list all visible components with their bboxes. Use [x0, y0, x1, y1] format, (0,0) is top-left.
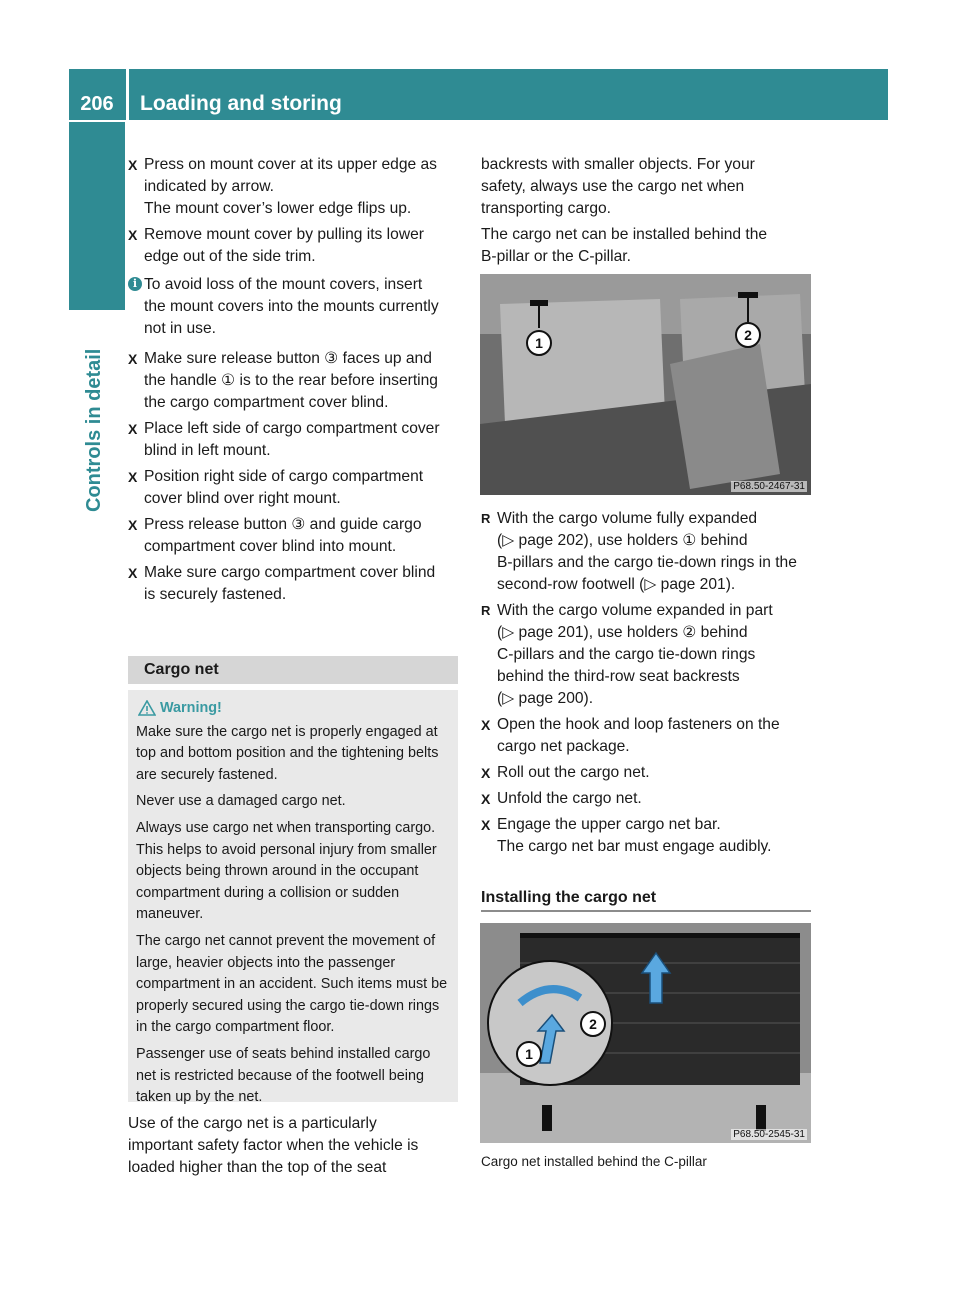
- step-line: cargo net package.: [497, 738, 630, 755]
- step-line: Position right side of cargo compartment: [144, 468, 424, 485]
- body-line: The cargo net can be installed behind the: [481, 226, 768, 243]
- step-marker: X: [128, 517, 138, 533]
- step-line: With the cargo volume fully expanded: [497, 510, 758, 527]
- photo1-illustration: [480, 274, 811, 495]
- body-line: backrests with smaller objects. For your: [481, 156, 755, 173]
- bullet-marker: R: [481, 603, 491, 618]
- warning-paragraph: Make sure the cargo net is properly engaged at top and bottom position and the tightening belts are securely fastened.: [136, 723, 439, 783]
- bullet-marker: R: [481, 511, 491, 526]
- step-line: the handle ① is to the rear before inserting: [144, 372, 438, 389]
- photo2-code: P68.50-2545-31: [733, 1129, 805, 1140]
- side-tab: [69, 312, 125, 512]
- step-line: second-row footwell (▷ page 201).: [497, 576, 736, 593]
- step-line: C-pillars and the cargo tie-down rings: [497, 646, 756, 663]
- right-column: [481, 154, 813, 268]
- body-line: transporting cargo.: [481, 200, 612, 217]
- step-marker: X: [128, 157, 138, 173]
- warning-triangle-icon: [138, 700, 156, 716]
- subheading: Installing the cargo net: [481, 886, 811, 912]
- step-line: Make sure cargo compartment cover blind: [144, 564, 436, 581]
- step-line: Unfold the cargo net.: [497, 790, 642, 807]
- step-item: [128, 466, 460, 510]
- side-block: [69, 122, 125, 310]
- step-marker: X: [128, 421, 138, 437]
- step-item: [481, 814, 813, 858]
- section-title: Cargo net: [128, 656, 458, 684]
- step-marker: X: [128, 469, 138, 485]
- warning-box: [128, 690, 458, 1106]
- right-step-list: [481, 714, 813, 858]
- step-line: Press release button ③ and guide cargo: [144, 516, 422, 533]
- photo2-callout-1: 1: [516, 1041, 542, 1067]
- step-line: the cargo compartment cover blind.: [144, 394, 389, 411]
- photo1-callout-2: 2: [735, 322, 761, 348]
- photo1-code: P68.50-2467-31: [733, 481, 805, 492]
- body-line: safety, always use the cargo net when: [481, 178, 745, 195]
- step-line: (▷ page 202), use holders ① behind: [497, 532, 748, 549]
- body-line: important safety factor when the vehicle is: [128, 1137, 419, 1154]
- intro-text-2: [481, 224, 813, 268]
- info-line: the mount covers into the mounts currently: [144, 298, 439, 315]
- step-marker: X: [128, 565, 138, 581]
- step-item: [128, 224, 460, 268]
- step-line: edge out of the side trim.: [144, 248, 316, 265]
- step-line: Engage the upper cargo net bar.: [497, 816, 721, 833]
- cargo-net-holders-photo: [480, 274, 811, 495]
- step-item: [128, 154, 460, 220]
- step-line: Remove mount cover by pulling its lower: [144, 226, 424, 243]
- step-line: Open the hook and loop fasteners on the: [497, 716, 780, 733]
- warning-paragraph: Never use a damaged cargo net.: [136, 793, 346, 810]
- step-marker: X: [481, 791, 491, 807]
- step-line: compartment cover blind into mount.: [144, 538, 397, 555]
- step-item: [128, 562, 460, 606]
- step-list-1: [128, 154, 460, 268]
- info-line: To avoid loss of the mount covers, insert: [144, 276, 423, 293]
- step-item: [128, 348, 460, 414]
- info-icon: i: [128, 277, 142, 291]
- bullet-item: [481, 508, 813, 596]
- body-line: Use of the cargo net is a particularly: [128, 1115, 377, 1132]
- step-line: (▷ page 200).: [497, 690, 594, 707]
- step-line: blind in left mount.: [144, 442, 271, 459]
- photo2-callout-2: 2: [580, 1011, 606, 1037]
- step-line: behind the third-row seat backrests: [497, 668, 740, 685]
- left-column: [128, 154, 460, 610]
- step-line: The mount cover’s lower edge flips up.: [144, 200, 412, 217]
- after-warning-text: [128, 1113, 460, 1179]
- step-line: B-pillars and the cargo tie-down rings in the: [497, 554, 797, 571]
- step-line: Place left side of cargo compartment cover: [144, 420, 440, 437]
- warning-title-text: Warning!: [160, 700, 222, 716]
- bullet-item: [481, 600, 813, 710]
- step-item: [481, 714, 813, 758]
- step-line: (▷ page 201), use holders ② behind: [497, 624, 748, 641]
- step-line: indicated by arrow.: [144, 178, 275, 195]
- warning-paragraph: Passenger use of seats behind installed cargo net is restricted because of the footwell being taken up by the net.: [136, 1045, 431, 1106]
- warning-paragraphs: [136, 722, 450, 1109]
- info-note: [128, 274, 460, 340]
- bullet-list: [481, 508, 813, 710]
- photo2-illustration: [480, 923, 811, 1143]
- step-item: [481, 762, 813, 784]
- step-list-2: [128, 348, 460, 606]
- chapter-title: Loading and storing: [140, 92, 342, 115]
- cargo-net-installed-photo: [480, 923, 811, 1143]
- body-line: loaded higher than the top of the seat: [128, 1159, 387, 1176]
- page-number: 206: [80, 93, 114, 115]
- right-lists: [481, 508, 813, 862]
- photo2-caption: Cargo net installed behind the C-pillar: [481, 1154, 707, 1169]
- step-marker: X: [481, 817, 491, 833]
- step-line: The cargo net bar must engage audibly.: [497, 838, 772, 855]
- warning-paragraph: The cargo net cannot prevent the movement of large, heavier objects into the passenger compartment in an accident. Such items must be properly secured using the cargo tie-down rings in the cargo compartment floor.: [136, 932, 448, 1036]
- photo1-callout-1: 1: [526, 330, 552, 356]
- step-marker: X: [481, 717, 491, 733]
- step-item: [128, 514, 460, 558]
- step-line: Press on mount cover at its upper edge as: [144, 156, 437, 173]
- step-marker: X: [481, 765, 491, 781]
- intro-text: [481, 154, 813, 220]
- body-line: B-pillar or the C-pillar.: [481, 248, 631, 265]
- step-line: Make sure release button ③ faces up and: [144, 350, 432, 367]
- step-line: Roll out the cargo net.: [497, 764, 650, 781]
- warning-paragraph: Always use cargo net when transporting cargo. This helps to avoid personal injury from smaller objects being thrown around in the occupant compartment during a collision or sudden maneuver.: [136, 819, 437, 923]
- step-item: [481, 788, 813, 810]
- step-line: is securely fastened.: [144, 586, 287, 603]
- step-line: cover blind over right mount.: [144, 490, 341, 507]
- step-line: With the cargo volume expanded in part: [497, 602, 773, 619]
- step-marker: X: [128, 227, 138, 243]
- info-text: [144, 274, 460, 340]
- header-divider: [126, 69, 129, 120]
- side-tab-label: Controls in detail: [83, 348, 105, 512]
- info-line: not in use.: [144, 320, 216, 337]
- step-item: [128, 418, 460, 462]
- warning-title: [136, 698, 450, 720]
- step-marker: X: [128, 351, 138, 367]
